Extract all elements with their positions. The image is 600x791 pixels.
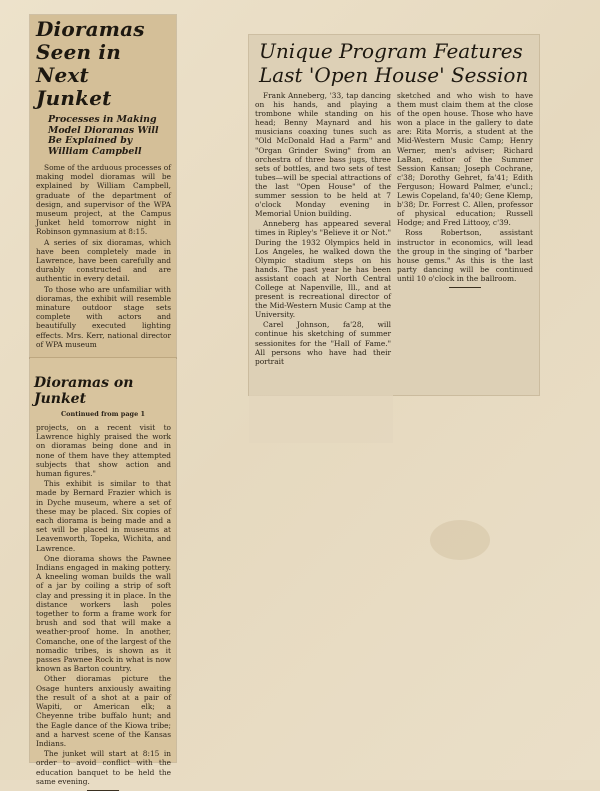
paragraph: Some of the arduous processes of making model dioramas will be explained by William Campbell, graduate of the department of design, and supervisor of the WPA museum project, at the Campus Junket held tomorrow night in Robinson gymnasium at 8:15. (36, 163, 171, 237)
paragraph: projects, on a recent visit to Lawrence highly praised the work on dioramas being done and in none of them have they attempted subjects that show action and human figures." (36, 423, 171, 479)
clipping-dioramas-next-junket (30, 15, 176, 358)
article-body (36, 423, 171, 786)
article-body (36, 163, 171, 349)
paragraph: Carel Johnson, fa'28, will continue his sketching of summer sessionites for the "Hall of Fame." All persons who have had their portrait (255, 320, 391, 366)
paragraph: A series of six dioramas, which have been completely made in Lawrence, have been carefully and durably constructed and are authentic in every detail. (36, 237, 171, 284)
paragraph: Frank Anneberg, '33, tap dancing on his hands, and playing a trombone while standing on his head; Benny Maynard and his musicians coaxing tunes such as "Old McDonald Had a Farm" and "Organ Grinder Swing" from an orchestra of three bass jugs, three sets of bottles, and two sets of test tubes—will be special attractions of the last "Open House" of the summer session to be held at 7 o'clock Monday evening in Memorial Union building. (255, 91, 391, 219)
paper-stain (430, 520, 490, 560)
paragraph: To those who are unfamiliar with dioramas, the exhibit will resemble minature outdoor stage sets complete with actors and beautifully executed lighting effects. Mrs. Kerr, national director of WPA museum (36, 284, 171, 349)
subheadline: Processes in Making Model Dioramas Will Be Explained by William Campbell (48, 114, 159, 157)
clipping-dioramas-on-junket (30, 358, 176, 786)
clipping-open-house (249, 35, 539, 395)
article-columns (249, 91, 539, 367)
continued-label: Continued from page 1 (60, 410, 146, 418)
headline-continued: Dioramas on Junket (34, 375, 134, 407)
paragraph: One diorama shows the Pawnee Indians engaged in making pottery. A kneeling woman builds the wall of a jar by coiling a strip of soft clay and pressing it in place. In the distance workers lash poles together to form a frame work for brush and sod that will make a weather-proof home. In another, Comanche, one of the largest of the nomadic tribes, is shown as it passes Pawnee Rock in what is now known as Barton country. (36, 553, 171, 674)
paragraph: Anneberg has appeared several times in Ripley's "Believe it or Not." During the 1932 Olympics held in Los Angeles, he walked down the Olympic stadium steps on his hands. The past year he has been assistant coach at North Central College at Napenville, Ill., and at present is recreational director of the Mid-Western Music Camp at the University. (255, 219, 391, 320)
paper-shadow (249, 395, 393, 443)
end-rule (449, 287, 481, 288)
paragraph: Other dioramas picture the Osage hunters anxiously awaiting the result of a shot at a pair of Wapiti, or American elk; a Cheyenne tribe buffalo hunt; and the Eagle dance of the Kiowa tribe; and a harvest scene of the Kansas Indians. (36, 674, 171, 748)
column-2 (397, 91, 533, 367)
headline-open-house: Unique Program Features Last 'Open House' Session (259, 39, 529, 87)
paragraph: This exhibit is similar to that made by Bernard Frazier which is in Dyche museum, where a set of these may be placed. Six copies of each diorama is being made and a set will be placed in museums at Leavenworth, Topeka, Wichita, and Lawrence. (36, 479, 171, 553)
paragraph: The junket will start at 8:15 in order to avoid conflict with the education banquet to be held the same evening. (36, 749, 171, 786)
paragraph: Ross Robertson, assistant instructor in economics, will lead the group in the singing of "barber house gems." As this is the last party dancing will be continued until 10 o'clock in the ballroom. (397, 228, 533, 283)
paragraph: sketched and who wish to have them must claim them at the close of the open house. Those who have won a place in the gallery to date are: Rita Morris, a student at the Mid-Western Music Camp; Henry Werner, men's adviser; Richard LaBan, editor of the Summer Session Kansan; Joseph Cochrane, c'38; Dorothy Gehret, fa'41; Edith Ferguson; Howard Palmer, e'uncl.; Lewis Copeland, fa'40; Gene Klemp, b'38; Dr. Forrest C. Allen, professor of physical education; Russell Hodge; and Fred Littooy, c'39. (397, 91, 533, 228)
headline-dioramas: Dioramas Seen in Next Junket (36, 17, 145, 110)
column-1 (255, 91, 391, 367)
